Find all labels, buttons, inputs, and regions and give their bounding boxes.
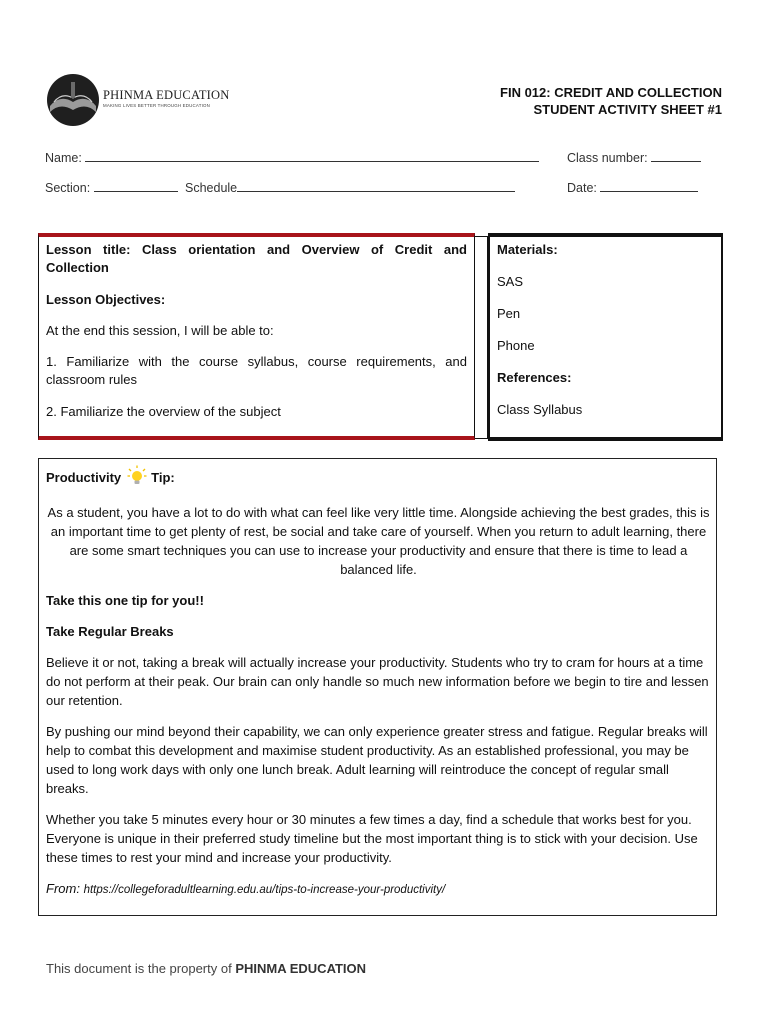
source-label: From: xyxy=(46,881,80,896)
source-url[interactable]: https://collegeforadultlearning.edu.au/tips-to-increase-your-productivity/ xyxy=(83,884,446,896)
document-title xyxy=(500,84,722,118)
section-field[interactable] xyxy=(45,180,178,195)
date-blank[interactable] xyxy=(600,180,698,192)
tip-heading-left: Productivity xyxy=(46,469,122,485)
material-item: Phone xyxy=(497,338,535,353)
logo-name: PHINMA EDUCATION xyxy=(103,88,230,102)
material-item: Pen xyxy=(497,306,521,321)
schedule-field[interactable] xyxy=(185,180,515,195)
column-divider xyxy=(475,236,488,439)
materials-box xyxy=(488,233,723,441)
tip-intro: As a student, you have a lot to do with what can feel like very little time. Alongside achieving the best grades, this is an important time to get plenty of rest, be social and take care of yourself. When you return to adult learning, there are some smart techniques you can use to increase your productivity and ensure that there is time to lead a balanced life. xyxy=(47,505,710,577)
date-field[interactable] xyxy=(567,180,698,195)
lesson-objective-1: 1. Familiarize with the course syllabus, course requirements, and classroom rules xyxy=(46,354,467,387)
tip-paragraph: Believe it or not, taking a break will actually increase your productivity. Students who try to cram for hours at a time do not perform at their peak. Our brain can only handle so much new information before we begin to tire and lessen our retention. xyxy=(46,655,709,708)
productivity-tip-box xyxy=(38,458,717,916)
class-number-blank[interactable] xyxy=(651,150,701,162)
tip-paragraph: By pushing our mind beyond their capability, we can only experience greater stress and fatigue. Regular breaks will help to combat this development and maximise student productivity. As an established professional, you may be used to long work days with only one lunch break. Adult learning will reintroduce the concept of regular small breaks. xyxy=(46,724,708,796)
footer-text: This document is the property of xyxy=(46,961,232,976)
section-label: Section: xyxy=(45,181,91,195)
lightbulb-icon xyxy=(127,465,147,492)
reference-item: Class Syllabus xyxy=(497,402,583,417)
materials-heading: Materials: xyxy=(497,242,558,257)
lesson-intro: At the end this session, I will be able to: xyxy=(46,323,274,338)
tip-callout: Take this one tip for you!! xyxy=(46,593,204,608)
lesson-box xyxy=(38,233,475,440)
lesson-objective-2: 2. Familiarize the overview of the subject xyxy=(46,404,281,419)
lesson-objectives-heading: Lesson Objectives: xyxy=(46,292,166,307)
name-blank[interactable] xyxy=(85,150,539,162)
name-field[interactable] xyxy=(45,150,539,165)
material-item: SAS xyxy=(497,274,524,289)
lesson-title: Lesson title: Class orientation and Overview of Credit and Collection xyxy=(46,242,467,275)
footer xyxy=(46,961,366,976)
tip-paragraph: Whether you take 5 minutes every hour or 30 minutes a few times a day, find a schedule that works best for you. Everyone is unique in their preferred study timeline but the most important thing is to stick with your decision. Use these times to rest your mind and increase your productivity. xyxy=(46,812,698,865)
activity-sheet-title: STUDENT ACTIVITY SHEET #1 xyxy=(533,102,722,117)
tip-heading-right: Tip: xyxy=(151,469,175,485)
logo-tagline: MAKING LIVES BETTER THROUGH EDUCATION xyxy=(103,103,211,108)
class-number-field[interactable] xyxy=(567,150,701,165)
references-heading: References: xyxy=(497,370,572,385)
tip-subheading: Take Regular Breaks xyxy=(46,624,174,639)
class-number-label: Class number: xyxy=(567,151,648,165)
tip-source xyxy=(46,879,711,900)
schedule-blank[interactable] xyxy=(237,180,515,192)
schedule-label: Schedule xyxy=(185,181,238,195)
date-label: Date: xyxy=(567,181,597,195)
name-label: Name: xyxy=(45,151,82,165)
phinma-logo xyxy=(46,72,230,128)
footer-owner: PHINMA EDUCATION xyxy=(235,961,367,976)
tip-heading xyxy=(46,465,711,492)
section-blank[interactable] xyxy=(94,180,178,192)
course-title: FIN 012: CREDIT AND COLLECTION xyxy=(500,85,722,100)
logo-emblem-icon xyxy=(46,72,100,128)
